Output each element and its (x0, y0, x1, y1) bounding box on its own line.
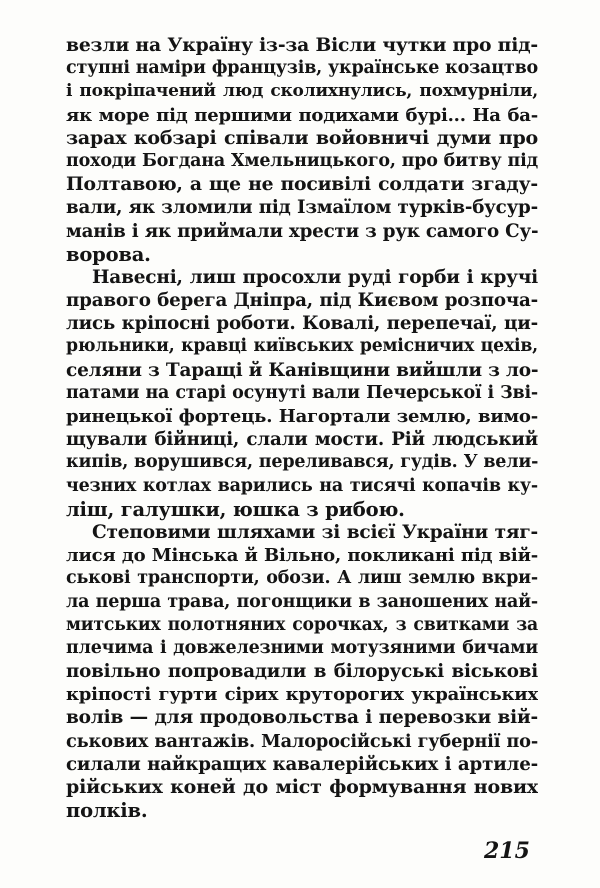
body-text (66, 34, 538, 822)
text-line: волів — для продовольства і перевозки вій- (66, 707, 538, 729)
text-line: зарах кобзарі співали войовничі думи про (66, 126, 538, 149)
text-line: силали найкращих кавалерійських і артиле- (66, 753, 538, 775)
text-line: везли на Україну із-за Вісли чутки про під- (66, 34, 538, 56)
text-line: митських полотняних сорочках, з свитками за (66, 614, 538, 635)
page-number: 215 (484, 838, 530, 864)
text-line: повільно попровадили в білоруські віськові (66, 661, 538, 683)
text-line: кріпості гурти сірих круторогих українських (66, 684, 538, 706)
text-line: рюльники, кравці київських ремісничих цехів, (66, 336, 538, 357)
text-line: вали, як зломили під Ізмаїлом турків-бусур- (66, 197, 538, 219)
text-line: правого берега Дніпра, під Києвом розпоча- (66, 290, 538, 312)
text-line: плечима і довжелезними мотузяними бичами (66, 637, 538, 658)
text-line: патами на старі осунуті вали Печерської і Зві- (66, 382, 538, 403)
paragraph-2 (66, 266, 538, 521)
text-line: ступні наміри французів, українське козацтво (66, 58, 538, 79)
text-line: манів і як приймали хрести з рук самого Су- (66, 220, 538, 242)
text-line: Степовими шляхами зі всієї України тяг- (92, 521, 538, 543)
text-line: селяни з Таращі й Канівщини вийшли з ло- (66, 359, 538, 381)
text-line: і покріпачений люд сколихнулись, похмурніли, (66, 81, 538, 102)
text-line: як море під першими подихами бурі... На ба- (66, 104, 538, 126)
text-line: лись кріпосні роботи. Ковалі, перепечаї, ци- (66, 313, 538, 335)
text-line: походи Богдана Хмельницького, про битву під (66, 150, 538, 171)
text-line: полків. (66, 799, 148, 823)
text-line: чезних котлах варились на тисячі копачів ку- (66, 475, 538, 496)
text-line: щували бійниці, слали мости. Рій людський (66, 429, 538, 451)
text-line: Полтавою, а ще не посивілі солдати згаду- (66, 173, 538, 196)
text-line: кипів, ворушився, переливався, гудів. У вели- (66, 452, 538, 473)
text-line: ськових вантажів. Малоросійські губернії по- (66, 730, 538, 752)
text-line: лися до Мінська й Вільно, покликані під вій- (66, 545, 538, 567)
text-line: ворова. (66, 242, 151, 266)
text-line: ськові транспорти, обози. А лиш землю вкри- (66, 568, 538, 589)
text-line: ла перша трава, погонщики в заношених най- (66, 591, 538, 612)
paragraph-3 (66, 521, 538, 822)
text-line: Навесні, лиш просохли руді горби і кручі (92, 266, 538, 288)
text-line: ліш, галушки, юшка з рибою. (66, 497, 405, 521)
paragraph-1 (66, 34, 538, 266)
text-line: ринецької фортець. Нагортали землю, вимо- (66, 406, 538, 427)
text-line: рійських коней до міст формування нових (66, 776, 538, 798)
